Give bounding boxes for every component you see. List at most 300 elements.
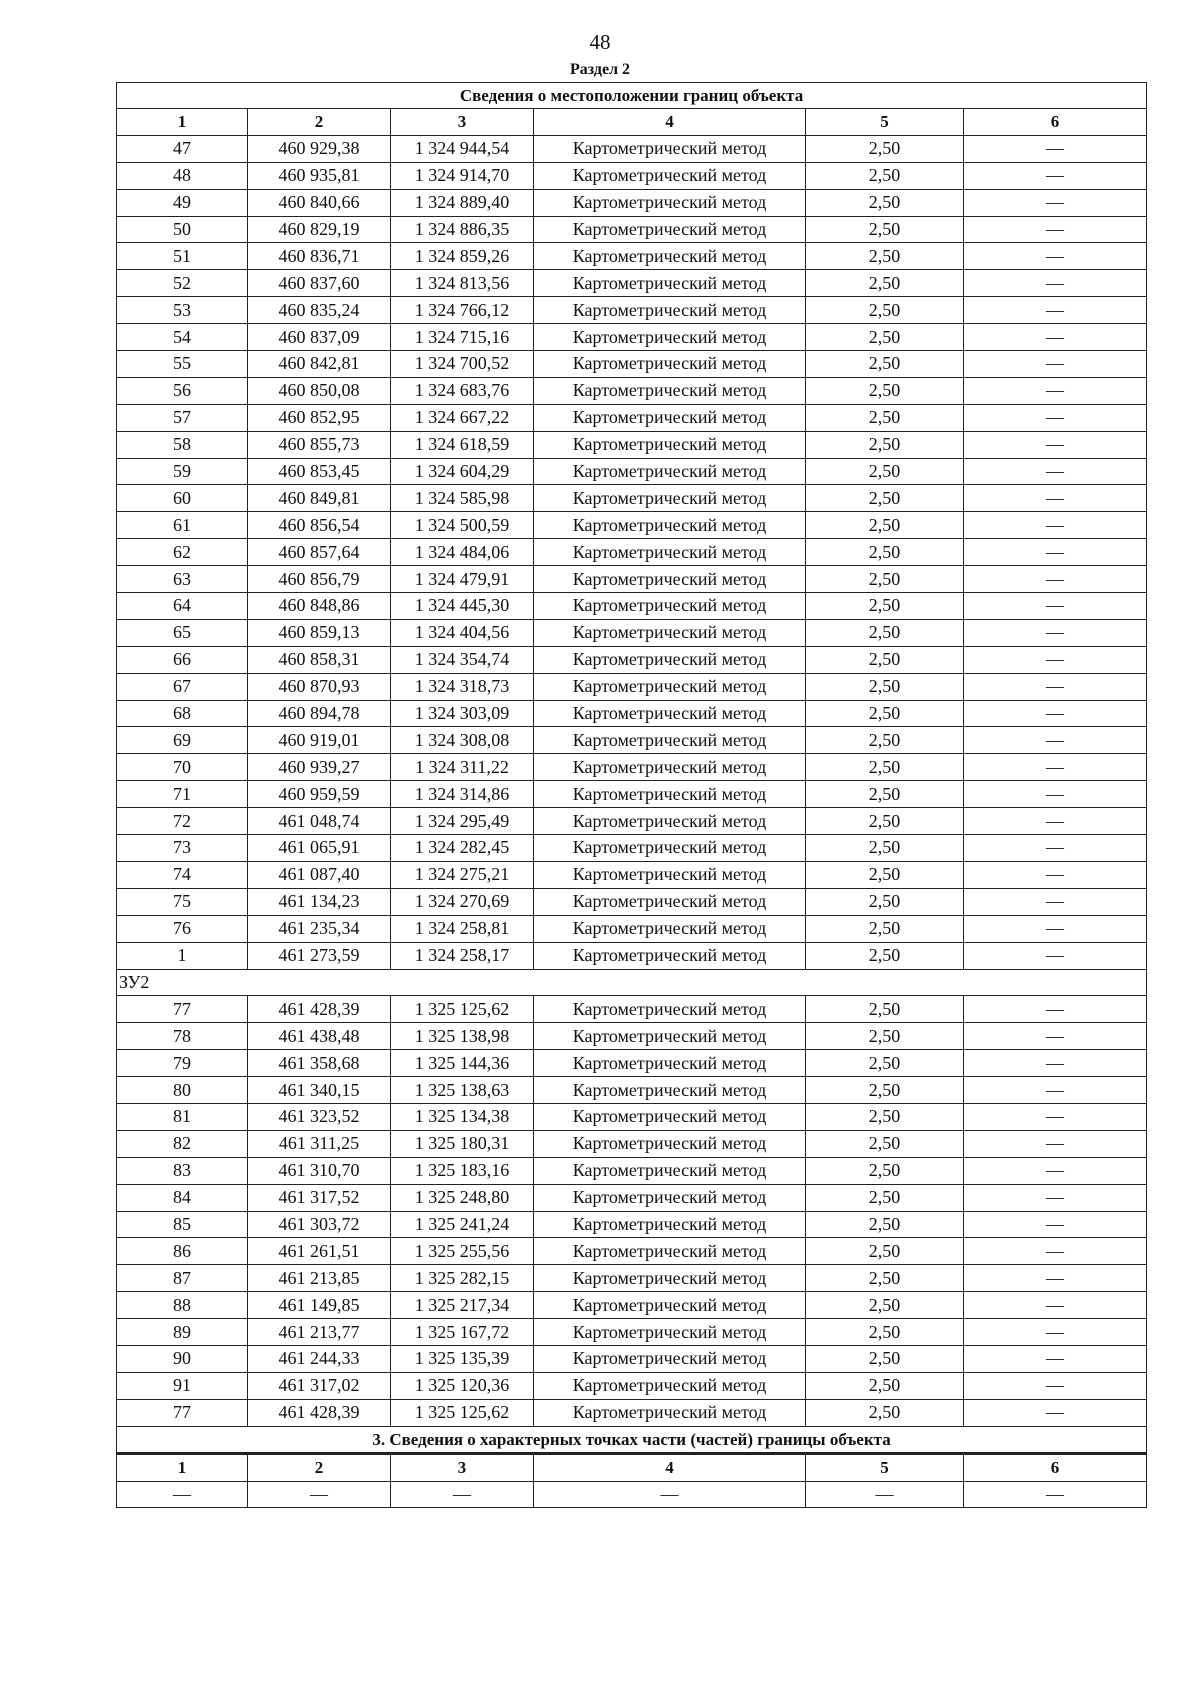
method-cell: Картометрический метод — [534, 700, 806, 727]
x-coordinate-cell: 461 340,15 — [248, 1077, 391, 1104]
method-cell: Картометрический метод — [534, 404, 806, 431]
method-cell: Картометрический метод — [534, 512, 806, 539]
description-cell: — — [964, 377, 1147, 404]
description-cell: — — [964, 404, 1147, 431]
accuracy-cell: 2,50 — [806, 243, 964, 270]
column-header: 4 — [534, 1453, 806, 1481]
x-coordinate-cell: 460 919,01 — [248, 727, 391, 754]
y-coordinate-cell: 1 324 308,08 — [391, 727, 534, 754]
accuracy-cell: 2,50 — [806, 673, 964, 700]
point-number-cell: 60 — [117, 485, 248, 512]
table-row — [117, 377, 1147, 404]
method-cell: Картометрический метод — [534, 162, 806, 189]
table-caption-row — [117, 83, 1147, 109]
x-coordinate-cell: 460 959,59 — [248, 781, 391, 808]
method-cell: Картометрический метод — [534, 324, 806, 351]
column-header: 6 — [964, 1453, 1147, 1481]
method-cell: Картометрический метод — [534, 861, 806, 888]
point-number-cell: 88 — [117, 1292, 248, 1319]
column-header: 1 — [117, 109, 248, 136]
method-cell: Картометрический метод — [534, 754, 806, 781]
point-number-cell: 78 — [117, 1023, 248, 1050]
description-cell: — — [964, 619, 1147, 646]
description-cell: — — [964, 1238, 1147, 1265]
y-coordinate-cell: 1 325 134,38 — [391, 1103, 534, 1130]
y-coordinate-cell: 1 324 311,22 — [391, 754, 534, 781]
table-row — [117, 673, 1147, 700]
method-cell: Картометрический метод — [534, 727, 806, 754]
table-row — [117, 1399, 1147, 1426]
table-row — [117, 781, 1147, 808]
point-number-cell: 85 — [117, 1211, 248, 1238]
point-number-cell: 66 — [117, 646, 248, 673]
x-coordinate-cell: 460 842,81 — [248, 351, 391, 378]
y-coordinate-cell: 1 324 258,81 — [391, 915, 534, 942]
y-coordinate-cell: 1 324 275,21 — [391, 861, 534, 888]
table-row — [117, 1157, 1147, 1184]
column-header: 2 — [248, 1453, 391, 1481]
x-coordinate-cell: 460 855,73 — [248, 431, 391, 458]
description-cell: — — [964, 1184, 1147, 1211]
point-number-cell: 75 — [117, 888, 248, 915]
accuracy-cell: 2,50 — [806, 1130, 964, 1157]
point-number-cell: 76 — [117, 915, 248, 942]
accuracy-cell: 2,50 — [806, 915, 964, 942]
description-cell: — — [964, 888, 1147, 915]
x-coordinate-cell: 460 939,27 — [248, 754, 391, 781]
accuracy-cell: 2,50 — [806, 808, 964, 835]
accuracy-cell: 2,50 — [806, 727, 964, 754]
point-number-cell: 68 — [117, 700, 248, 727]
accuracy-cell: 2,50 — [806, 270, 964, 297]
description-cell: — — [964, 1265, 1147, 1292]
y-coordinate-cell: 1 325 183,16 — [391, 1157, 534, 1184]
accuracy-cell: 2,50 — [806, 539, 964, 566]
x-coordinate-cell: 461 244,33 — [248, 1345, 391, 1372]
table-row — [117, 189, 1147, 216]
column-header: 5 — [806, 109, 964, 136]
description-cell: — — [964, 1319, 1147, 1346]
x-coordinate-cell: 460 829,19 — [248, 216, 391, 243]
point-number-cell: 52 — [117, 270, 248, 297]
y-coordinate-cell: 1 325 180,31 — [391, 1130, 534, 1157]
x-coordinate-cell: 461 358,68 — [248, 1050, 391, 1077]
table-row — [117, 162, 1147, 189]
point-number-cell: 48 — [117, 162, 248, 189]
y-coordinate-cell: 1 324 258,17 — [391, 942, 534, 969]
point-number-cell: 90 — [117, 1345, 248, 1372]
method-cell: Картометрический метод — [534, 189, 806, 216]
y-coordinate-cell: 1 324 354,74 — [391, 646, 534, 673]
x-coordinate-cell: 460 858,31 — [248, 646, 391, 673]
point-number-cell: 72 — [117, 808, 248, 835]
table-row — [117, 566, 1147, 593]
table-row — [117, 646, 1147, 673]
point-number-cell: 83 — [117, 1157, 248, 1184]
y-coordinate-cell: 1 325 217,34 — [391, 1292, 534, 1319]
table-row — [117, 1319, 1147, 1346]
accuracy-cell: 2,50 — [806, 1238, 964, 1265]
point-number-cell: — — [117, 1481, 248, 1508]
y-coordinate-cell: 1 324 314,86 — [391, 781, 534, 808]
accuracy-cell: 2,50 — [806, 861, 964, 888]
method-cell: Картометрический метод — [534, 619, 806, 646]
method-cell: Картометрический метод — [534, 808, 806, 835]
description-cell: — — [964, 512, 1147, 539]
y-coordinate-cell: 1 325 135,39 — [391, 1345, 534, 1372]
table-row — [117, 1345, 1147, 1372]
point-number-cell: 84 — [117, 1184, 248, 1211]
table-row — [117, 754, 1147, 781]
method-cell: Картометрический метод — [534, 216, 806, 243]
table-row — [117, 996, 1147, 1023]
method-cell: Картометрический метод — [534, 431, 806, 458]
method-cell: Картометрический метод — [534, 593, 806, 620]
x-coordinate-cell: 461 213,77 — [248, 1319, 391, 1346]
table-row — [117, 942, 1147, 969]
method-cell: Картометрический метод — [534, 1292, 806, 1319]
y-coordinate-cell: 1 324 715,16 — [391, 324, 534, 351]
column-header: 5 — [806, 1453, 964, 1481]
table-row — [117, 1130, 1147, 1157]
description-cell: — — [964, 942, 1147, 969]
point-number-cell: 70 — [117, 754, 248, 781]
x-coordinate-cell: 461 310,70 — [248, 1157, 391, 1184]
x-coordinate-cell: 461 261,51 — [248, 1238, 391, 1265]
description-cell: — — [964, 861, 1147, 888]
column-header: 4 — [534, 109, 806, 136]
x-coordinate-cell: 460 853,45 — [248, 458, 391, 485]
x-coordinate-cell: 461 213,85 — [248, 1265, 391, 1292]
accuracy-cell: 2,50 — [806, 404, 964, 431]
y-coordinate-cell: 1 324 859,26 — [391, 243, 534, 270]
accuracy-cell: 2,50 — [806, 1023, 964, 1050]
column-header: 1 — [117, 1453, 248, 1481]
table-row — [117, 404, 1147, 431]
table-row — [117, 1077, 1147, 1104]
description-cell: — — [964, 808, 1147, 835]
y-coordinate-cell: 1 324 404,56 — [391, 619, 534, 646]
description-cell: — — [964, 431, 1147, 458]
method-cell: Картометрический метод — [534, 297, 806, 324]
point-number-cell: 65 — [117, 619, 248, 646]
accuracy-cell: 2,50 — [806, 1077, 964, 1104]
y-coordinate-cell: 1 324 282,45 — [391, 835, 534, 862]
description-cell: — — [964, 915, 1147, 942]
table-row — [117, 1372, 1147, 1399]
point-number-cell: 61 — [117, 512, 248, 539]
description-cell: — — [964, 996, 1147, 1023]
point-number-cell: 50 — [117, 216, 248, 243]
method-cell: Картометрический метод — [534, 1238, 806, 1265]
y-coordinate-cell: 1 324 766,12 — [391, 297, 534, 324]
table-row — [117, 485, 1147, 512]
table-row — [117, 216, 1147, 243]
method-cell: Картометрический метод — [534, 1077, 806, 1104]
description-cell: — — [964, 458, 1147, 485]
y-coordinate-cell: 1 325 138,98 — [391, 1023, 534, 1050]
table-row — [117, 243, 1147, 270]
method-cell: Картометрический метод — [534, 781, 806, 808]
accuracy-cell: 2,50 — [806, 216, 964, 243]
point-number-cell: 57 — [117, 404, 248, 431]
table-row — [117, 1238, 1147, 1265]
x-coordinate-cell: 460 929,38 — [248, 135, 391, 162]
table-row — [117, 1103, 1147, 1130]
accuracy-cell: 2,50 — [806, 835, 964, 862]
table-row — [117, 915, 1147, 942]
description-cell: — — [964, 1399, 1147, 1426]
accuracy-cell: 2,50 — [806, 1372, 964, 1399]
x-coordinate-cell: 460 857,64 — [248, 539, 391, 566]
description-cell: — — [964, 781, 1147, 808]
point-number-cell: 79 — [117, 1050, 248, 1077]
x-coordinate-cell: 461 323,52 — [248, 1103, 391, 1130]
method-cell: Картометрический метод — [534, 646, 806, 673]
table-row — [117, 1292, 1147, 1319]
table-row — [117, 270, 1147, 297]
y-coordinate-cell: 1 325 125,62 — [391, 996, 534, 1023]
x-coordinate-cell: 461 428,39 — [248, 1399, 391, 1426]
method-cell: Картометрический метод — [534, 270, 806, 297]
table-row — [117, 1023, 1147, 1050]
point-number-cell: 71 — [117, 781, 248, 808]
y-coordinate-cell: 1 324 700,52 — [391, 351, 534, 378]
method-cell: Картометрический метод — [534, 485, 806, 512]
description-cell: — — [964, 1130, 1147, 1157]
accuracy-cell: 2,50 — [806, 754, 964, 781]
point-number-cell: 64 — [117, 593, 248, 620]
x-coordinate-cell: 460 856,54 — [248, 512, 391, 539]
accuracy-cell: 2,50 — [806, 1050, 964, 1077]
table-row — [117, 1481, 1147, 1508]
method-cell: Картометрический метод — [534, 135, 806, 162]
accuracy-cell: 2,50 — [806, 646, 964, 673]
x-coordinate-cell: 460 856,79 — [248, 566, 391, 593]
method-cell: Картометрический метод — [534, 1130, 806, 1157]
x-coordinate-cell: 461 087,40 — [248, 861, 391, 888]
y-coordinate-cell: 1 324 604,29 — [391, 458, 534, 485]
y-coordinate-cell: 1 324 484,06 — [391, 539, 534, 566]
y-coordinate-cell: 1 325 144,36 — [391, 1050, 534, 1077]
x-coordinate-cell: 460 835,24 — [248, 297, 391, 324]
y-coordinate-cell: 1 324 683,76 — [391, 377, 534, 404]
y-coordinate-cell: 1 324 889,40 — [391, 189, 534, 216]
accuracy-cell: 2,50 — [806, 297, 964, 324]
y-coordinate-cell: 1 324 479,91 — [391, 566, 534, 593]
y-coordinate-cell: 1 325 167,72 — [391, 1319, 534, 1346]
x-coordinate-cell: 461 317,02 — [248, 1372, 391, 1399]
accuracy-cell: 2,50 — [806, 619, 964, 646]
section-3-header-row — [117, 1453, 1147, 1481]
accuracy-cell: 2,50 — [806, 189, 964, 216]
description-cell: — — [964, 162, 1147, 189]
accuracy-cell: 2,50 — [806, 324, 964, 351]
y-coordinate-cell: 1 324 270,69 — [391, 888, 534, 915]
description-cell: — — [964, 754, 1147, 781]
accuracy-cell: 2,50 — [806, 458, 964, 485]
x-coordinate-cell: 461 048,74 — [248, 808, 391, 835]
accuracy-cell: 2,50 — [806, 1157, 964, 1184]
y-coordinate-cell: 1 324 295,49 — [391, 808, 534, 835]
table-row — [117, 861, 1147, 888]
description-cell: — — [964, 1372, 1147, 1399]
y-coordinate-cell: 1 324 813,56 — [391, 270, 534, 297]
description-cell: — — [964, 1077, 1147, 1104]
x-coordinate-cell: 460 870,93 — [248, 673, 391, 700]
x-coordinate-cell: 461 273,59 — [248, 942, 391, 969]
description-cell: — — [964, 216, 1147, 243]
description-cell: — — [964, 1103, 1147, 1130]
x-coordinate-cell: 460 848,86 — [248, 593, 391, 620]
x-coordinate-cell: 460 935,81 — [248, 162, 391, 189]
method-cell: Картометрический метод — [534, 458, 806, 485]
table-row — [117, 539, 1147, 566]
method-cell: Картометрический метод — [534, 1023, 806, 1050]
column-header-row — [117, 109, 1147, 136]
boundary-table — [116, 82, 1147, 1508]
description-cell: — — [964, 835, 1147, 862]
y-coordinate-cell: 1 325 120,36 — [391, 1372, 534, 1399]
table-row — [117, 727, 1147, 754]
section-3-title: 3. Сведения о характерных точках части (частей) границы объекта — [117, 1426, 1147, 1453]
x-coordinate-cell: 460 859,13 — [248, 619, 391, 646]
point-number-cell: 47 — [117, 135, 248, 162]
method-cell: Картометрический метод — [534, 1211, 806, 1238]
description-cell: — — [964, 593, 1147, 620]
accuracy-cell: 2,50 — [806, 377, 964, 404]
point-number-cell: 81 — [117, 1103, 248, 1130]
point-number-cell: 59 — [117, 458, 248, 485]
point-number-cell: 51 — [117, 243, 248, 270]
method-cell: Картометрический метод — [534, 377, 806, 404]
x-coordinate-cell: 461 317,52 — [248, 1184, 391, 1211]
point-number-cell: 89 — [117, 1319, 248, 1346]
x-coordinate-cell: 461 438,48 — [248, 1023, 391, 1050]
page-number: 48 — [589, 30, 611, 54]
x-coordinate-cell: 460 849,81 — [248, 485, 391, 512]
point-number-cell: 77 — [117, 1399, 248, 1426]
method-cell: Картометрический метод — [534, 888, 806, 915]
accuracy-cell: 2,50 — [806, 566, 964, 593]
accuracy-cell: 2,50 — [806, 485, 964, 512]
y-coordinate-cell: 1 325 282,15 — [391, 1265, 534, 1292]
point-number-cell: 86 — [117, 1238, 248, 1265]
method-cell: Картометрический метод — [534, 942, 806, 969]
y-coordinate-cell: 1 324 944,54 — [391, 135, 534, 162]
y-coordinate-cell: 1 324 585,98 — [391, 485, 534, 512]
table-row — [117, 1211, 1147, 1238]
point-number-cell: 91 — [117, 1372, 248, 1399]
table-row — [117, 1184, 1147, 1211]
point-number-cell: 1 — [117, 942, 248, 969]
method-cell: Картометрический метод — [534, 539, 806, 566]
accuracy-cell: 2,50 — [806, 996, 964, 1023]
x-coordinate-cell: 460 837,09 — [248, 324, 391, 351]
x-coordinate-cell: 461 303,72 — [248, 1211, 391, 1238]
table-row — [117, 324, 1147, 351]
table-row — [117, 835, 1147, 862]
table-row — [117, 351, 1147, 378]
y-coordinate-cell: 1 324 500,59 — [391, 512, 534, 539]
description-cell: — — [964, 485, 1147, 512]
description-cell: — — [964, 566, 1147, 593]
method-cell: Картометрический метод — [534, 996, 806, 1023]
accuracy-cell: 2,50 — [806, 1211, 964, 1238]
description-cell: — — [964, 1292, 1147, 1319]
point-number-cell: 87 — [117, 1265, 248, 1292]
point-number-cell: 82 — [117, 1130, 248, 1157]
y-coordinate-cell: 1 324 914,70 — [391, 162, 534, 189]
accuracy-cell: 2,50 — [806, 593, 964, 620]
point-number-cell: 58 — [117, 431, 248, 458]
table-row — [117, 512, 1147, 539]
description-cell: — — [964, 135, 1147, 162]
accuracy-cell: 2,50 — [806, 1184, 964, 1211]
point-number-cell: 56 — [117, 377, 248, 404]
y-coordinate-cell: 1 325 241,24 — [391, 1211, 534, 1238]
table-row — [117, 1050, 1147, 1077]
table-row — [117, 1265, 1147, 1292]
description-cell: — — [964, 1023, 1147, 1050]
description-cell: — — [964, 1481, 1147, 1508]
description-cell: — — [964, 324, 1147, 351]
table-row — [117, 700, 1147, 727]
description-cell: — — [964, 727, 1147, 754]
method-cell: Картометрический метод — [534, 1345, 806, 1372]
method-cell: — — [534, 1481, 806, 1508]
accuracy-cell: 2,50 — [806, 162, 964, 189]
point-number-cell: 55 — [117, 351, 248, 378]
x-coordinate-cell: 461 134,23 — [248, 888, 391, 915]
y-coordinate-cell: 1 324 618,59 — [391, 431, 534, 458]
point-number-cell: 54 — [117, 324, 248, 351]
column-header: 3 — [391, 1453, 534, 1481]
table-row — [117, 431, 1147, 458]
method-cell: Картометрический метод — [534, 1265, 806, 1292]
accuracy-cell: 2,50 — [806, 512, 964, 539]
accuracy-cell: 2,50 — [806, 1103, 964, 1130]
method-cell: Картометрический метод — [534, 1184, 806, 1211]
y-coordinate-cell: 1 325 255,56 — [391, 1238, 534, 1265]
point-number-cell: 67 — [117, 673, 248, 700]
section-3-title-row — [117, 1426, 1147, 1453]
y-coordinate-cell: 1 325 138,63 — [391, 1077, 534, 1104]
method-cell: Картометрический метод — [534, 566, 806, 593]
accuracy-cell: 2,50 — [806, 888, 964, 915]
y-coordinate-cell: 1 324 318,73 — [391, 673, 534, 700]
description-cell: — — [964, 351, 1147, 378]
x-coordinate-cell: 461 149,85 — [248, 1292, 391, 1319]
accuracy-cell: 2,50 — [806, 351, 964, 378]
x-coordinate-cell: 461 065,91 — [248, 835, 391, 862]
accuracy-cell: 2,50 — [806, 1319, 964, 1346]
x-coordinate-cell: 460 840,66 — [248, 189, 391, 216]
column-header: 2 — [248, 109, 391, 136]
description-cell: — — [964, 243, 1147, 270]
x-coordinate-cell: 460 837,60 — [248, 270, 391, 297]
method-cell: Картометрический метод — [534, 1157, 806, 1184]
method-cell: Картометрический метод — [534, 915, 806, 942]
point-number-cell: 62 — [117, 539, 248, 566]
accuracy-cell: 2,50 — [806, 1345, 964, 1372]
description-cell: — — [964, 270, 1147, 297]
description-cell: — — [964, 539, 1147, 566]
table-row — [117, 888, 1147, 915]
y-coordinate-cell: — — [391, 1481, 534, 1508]
method-cell: Картометрический метод — [534, 1050, 806, 1077]
y-coordinate-cell: 1 324 886,35 — [391, 216, 534, 243]
